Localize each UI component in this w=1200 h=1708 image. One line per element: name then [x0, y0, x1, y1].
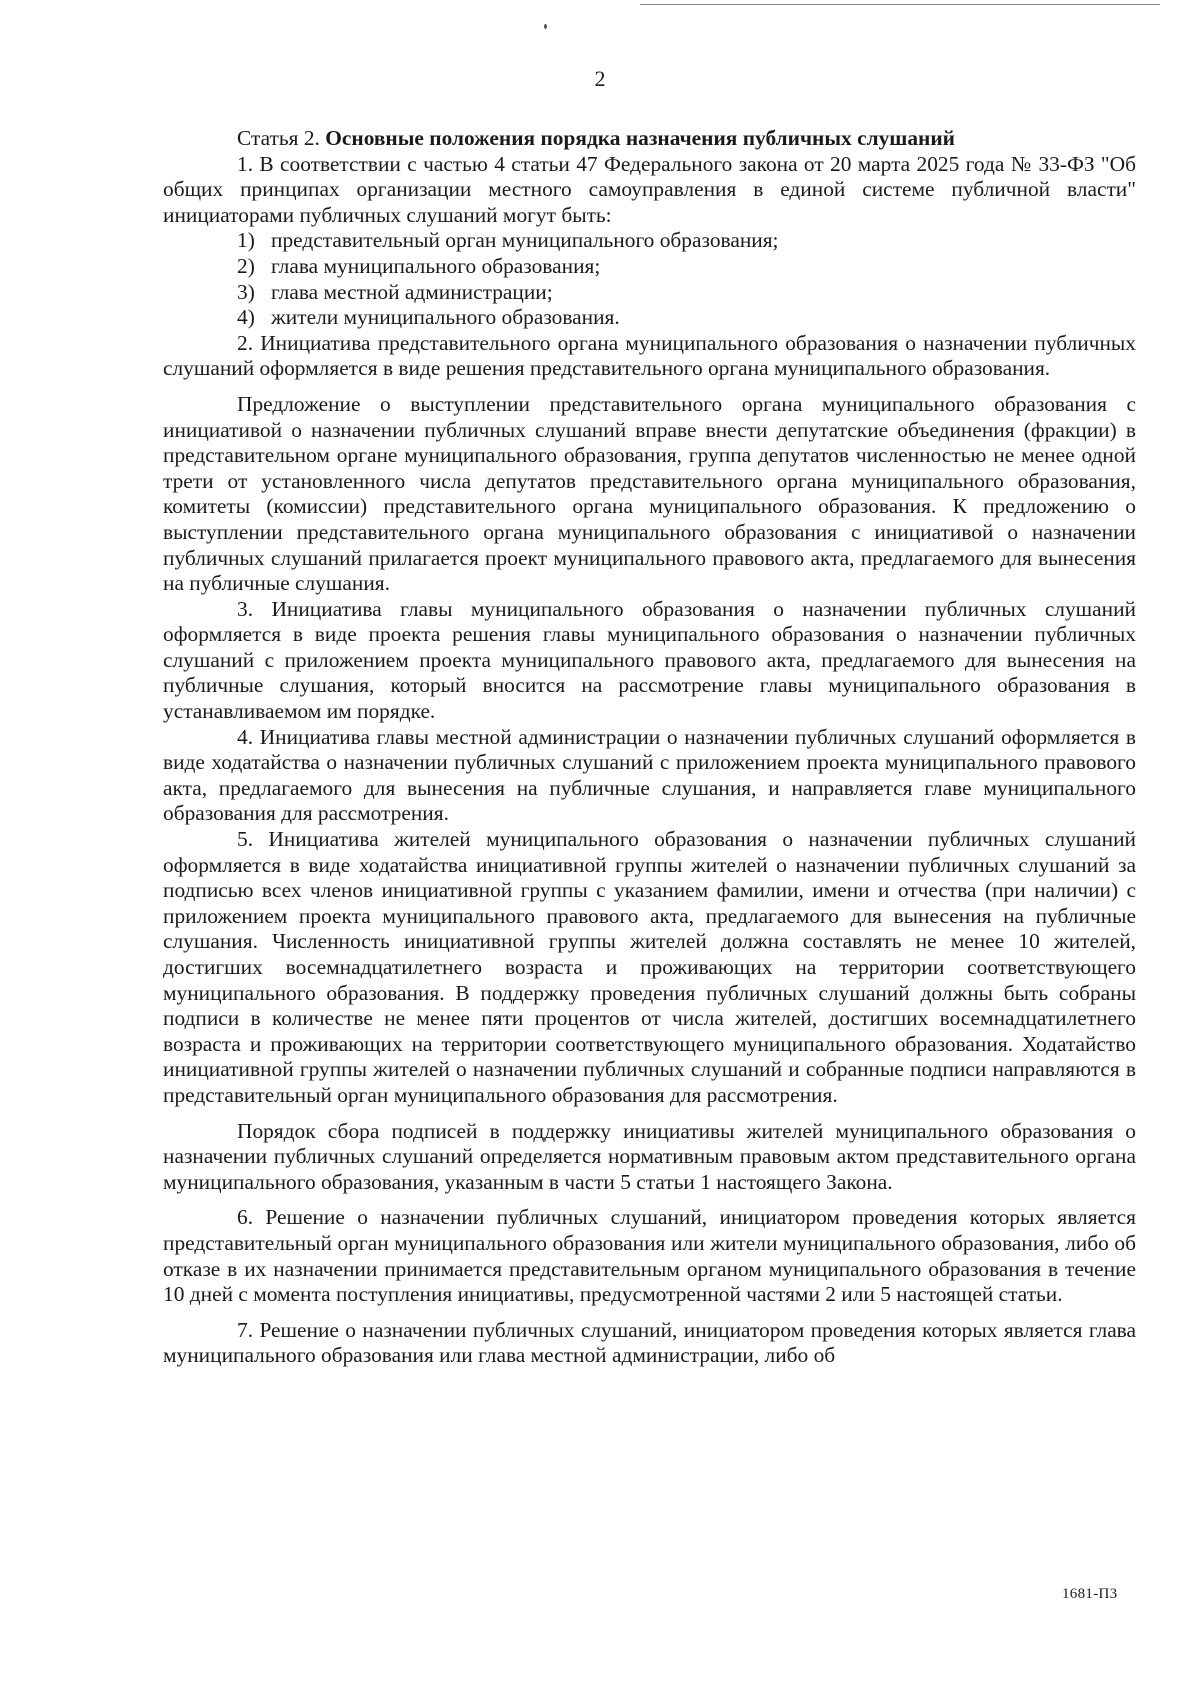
article-label: Статья 2. — [237, 126, 320, 150]
paragraph-6: 6. Решение о назначении публичных слушаний, инициатором проведения которых является представительный орган муниципального образования или жители муниципального образования, либо об отказе в их назначении принимается представительным органом муниципального образования в течение 10 дней с момента поступления инициативы, предусмотренной частями 2 или 5 настоящей статьи. — [163, 1205, 1136, 1307]
scan-top-edge-line — [640, 4, 1160, 5]
list-item — [163, 280, 1136, 306]
paragraph-7: 7. Решение о назначении публичных слушаний, инициатором проведения которых является глава муниципального образования или глава местной администрации, либо об — [163, 1317, 1136, 1368]
list-item-text: представительный орган муниципального образования; — [271, 228, 779, 253]
paragraph-2-proposal: Предложение о выступлении представительного органа муниципального образования с инициативой о назначении публичных слушаний вправе внести депутатские объединения (фракции) в представительном органе муниципального образования, группа депутатов численностью не менее одной трети от установленного числа депутатов представительного органа муниципального образования, комитеты (комиссии) представительного органа муниципального образования. К предложению о выступлении представительного органа муниципального образования с инициативой о назначении публичных слушаний прилагается проект муниципального правового акта, предлагаемого для вынесения на публичные слушания. — [163, 391, 1136, 596]
paragraph-5: 5. Инициатива жителей муниципального образования о назначении публичных слушаний оформляется в виде ходатайства инициативной группы жителей о назначении публичных слушаний за подписью всех членов инициативной группы с указанием фамилии, имени и отчества (при наличии) с приложением проекта муниципального правового акта, предлагаемого для вынесения на публичные слушания. Численность инициативной группы жителей должна составлять не менее 10 жителей, достигших восемнадцатилетнего возраста и проживающих на территории соответствующего муниципального образования. В поддержку проведения публичных слушаний должны быть собраны подписи в количестве не менее пяти процентов от числа жителей, достигших восемнадцатилетнего возраста и проживающих на территории соответствующего муниципального образования. Ходатайство инициативной группы жителей о назначении публичных слушаний и собранные подписи направляются в представительный орган муниципального образования для рассмотрения. — [163, 827, 1136, 1107]
list-item — [163, 228, 1136, 254]
list-item — [163, 305, 1136, 331]
list-item-number: 4) — [237, 305, 255, 330]
list-item-number: 1) — [237, 228, 255, 253]
list-item-number: 3) — [237, 279, 255, 304]
paragraph-5-signatures: Порядок сбора подписей в поддержку инициативы жителей муниципального образования о назначении публичных слушаний определяется нормативным правовым актом представительного органа муниципального образования, указанным в части 5 статьи 1 настоящего Закона. — [163, 1118, 1136, 1194]
list-item-text: жители муниципального образования. — [271, 305, 620, 330]
list-item-text: глава муниципального образования; — [271, 253, 601, 278]
paragraph-1: 1. В соответствии с частью 4 статьи 47 Федерального закона от 20 марта 2025 года № 33-ФЗ "Об общих принципах организации местного самоуправления в единой системе публичной власти" инициаторами публичных слушаний могут быть: — [163, 151, 1136, 227]
paragraph-3: 3. Инициатива главы муниципального образования о назначении публичных слушаний оформляется в виде проекта решения главы муниципального образования о назначении публичных слушаний с приложением проекта муниципального правового акта, предлагаемого для вынесения на публичные слушания, который вносится на рассмотрение главы муниципального образования в устанавливаемом им порядке. — [163, 596, 1136, 724]
list-item-number: 2) — [237, 253, 255, 278]
document-code: 1681-П3 — [1062, 1586, 1118, 1602]
article-title: Основные положения порядка назначения публичных слушаний — [325, 126, 956, 150]
scan-speck — [544, 24, 547, 29]
paragraph-4: 4. Инициатива главы местной администрации о назначении публичных слушаний оформляется в виде ходатайства о назначении публичных слушаний с приложением проекта муниципального правового акта, предлагаемого для вынесения на публичные слушания, и направляется главе муниципального образования для рассмотрения. — [163, 724, 1136, 826]
list-item — [163, 254, 1136, 280]
page-number: 2 — [594, 66, 606, 91]
document-body — [163, 126, 1136, 1369]
article-heading — [163, 126, 1136, 152]
list-item-text: глава местной администрации; — [271, 279, 553, 304]
paragraph-2: 2. Инициатива представительного органа муниципального образования о назначении публичных слушаний оформляется в виде решения представительного органа муниципального образования. — [163, 330, 1136, 381]
initiators-list — [163, 228, 1136, 330]
